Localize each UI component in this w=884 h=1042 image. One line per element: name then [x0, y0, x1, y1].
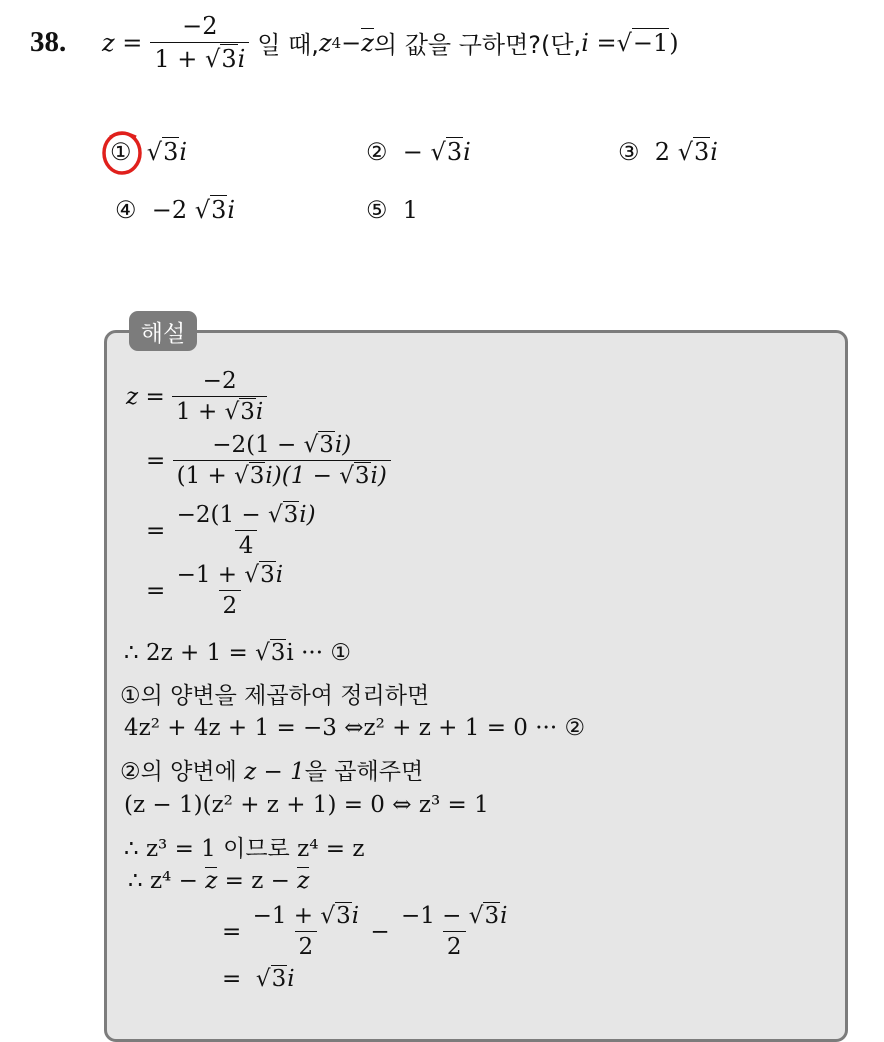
question-korean-b: 의 값을 구하면?(단, [373, 31, 582, 59]
fraction-denominator: 1 + √3i [150, 42, 249, 73]
option-3[interactable]: ③ 2 √3i [618, 138, 718, 166]
sqrt-symbol: √3 [205, 45, 237, 73]
option-1[interactable]: ① √3i [110, 138, 188, 166]
solution-step-4: = $\frac{-1 + √3i}{2}$ [146, 562, 284, 619]
option-4[interactable]: ④ −2 √3i [115, 196, 236, 224]
solution-line-korean-2: ②의 양변에 z − 1을 곱해주면 [120, 759, 424, 785]
question-fraction [150, 12, 249, 73]
option-2[interactable]: ② − √3i [366, 138, 471, 166]
question-korean-a: 일 때, [257, 31, 319, 59]
selection-circle-icon [100, 128, 146, 178]
solution-line-korean-1: ①의 양변을 제곱하여 정리하면 [120, 683, 430, 709]
solution-step-3: = $\frac{-2(1 - √3i)}{4}$ [146, 502, 316, 559]
solution-line-eq-3: (z − 1)(z² + z + 1) = 0 ⇔ z³ = 1 [124, 792, 489, 818]
option-5[interactable]: ⑤ 1 [366, 196, 419, 224]
z-conjugate: z [361, 29, 374, 57]
solution-line-therefore-1: ∴ 2z + 1 = √3i ··· ① [124, 640, 351, 666]
question-number: 38. [30, 26, 67, 58]
question-text: z = $\frac{-2}{1 + √3i}$ 일 때, z 4 − z 의 값을 구하면?(단, i = √−1 ) [102, 12, 679, 73]
z-var: z [318, 28, 332, 57]
fraction-numerator: −2 [182, 12, 218, 40]
solution-final-answer: = √3i [222, 966, 295, 992]
solution-step-1: z = $\frac{-2}{1 + √3i}$ [126, 368, 267, 425]
sqrt-symbol: √−1 [616, 28, 669, 57]
question-lhs: z = [102, 28, 143, 57]
solution-step-2: = $\frac{-2(1 - √3i)}{(1 + √3i)(1 - √3i)}$ [146, 432, 391, 489]
solution-line-eq-5: ∴ z⁴ − z = z − z [128, 868, 310, 894]
solution-final-step: = $\frac{-1 + √3i}{2}$ − $\frac{-1 - √3i}{2}$ [222, 903, 508, 960]
solution-label: 해설 [129, 311, 197, 351]
solution-line-eq-2: 4z² + 4z + 1 = −3 ⇔z² + z + 1 = 0 ··· ② [124, 715, 586, 741]
solution-line-eq-4: ∴ z³ = 1 이므로 z⁴ = z [124, 836, 365, 862]
